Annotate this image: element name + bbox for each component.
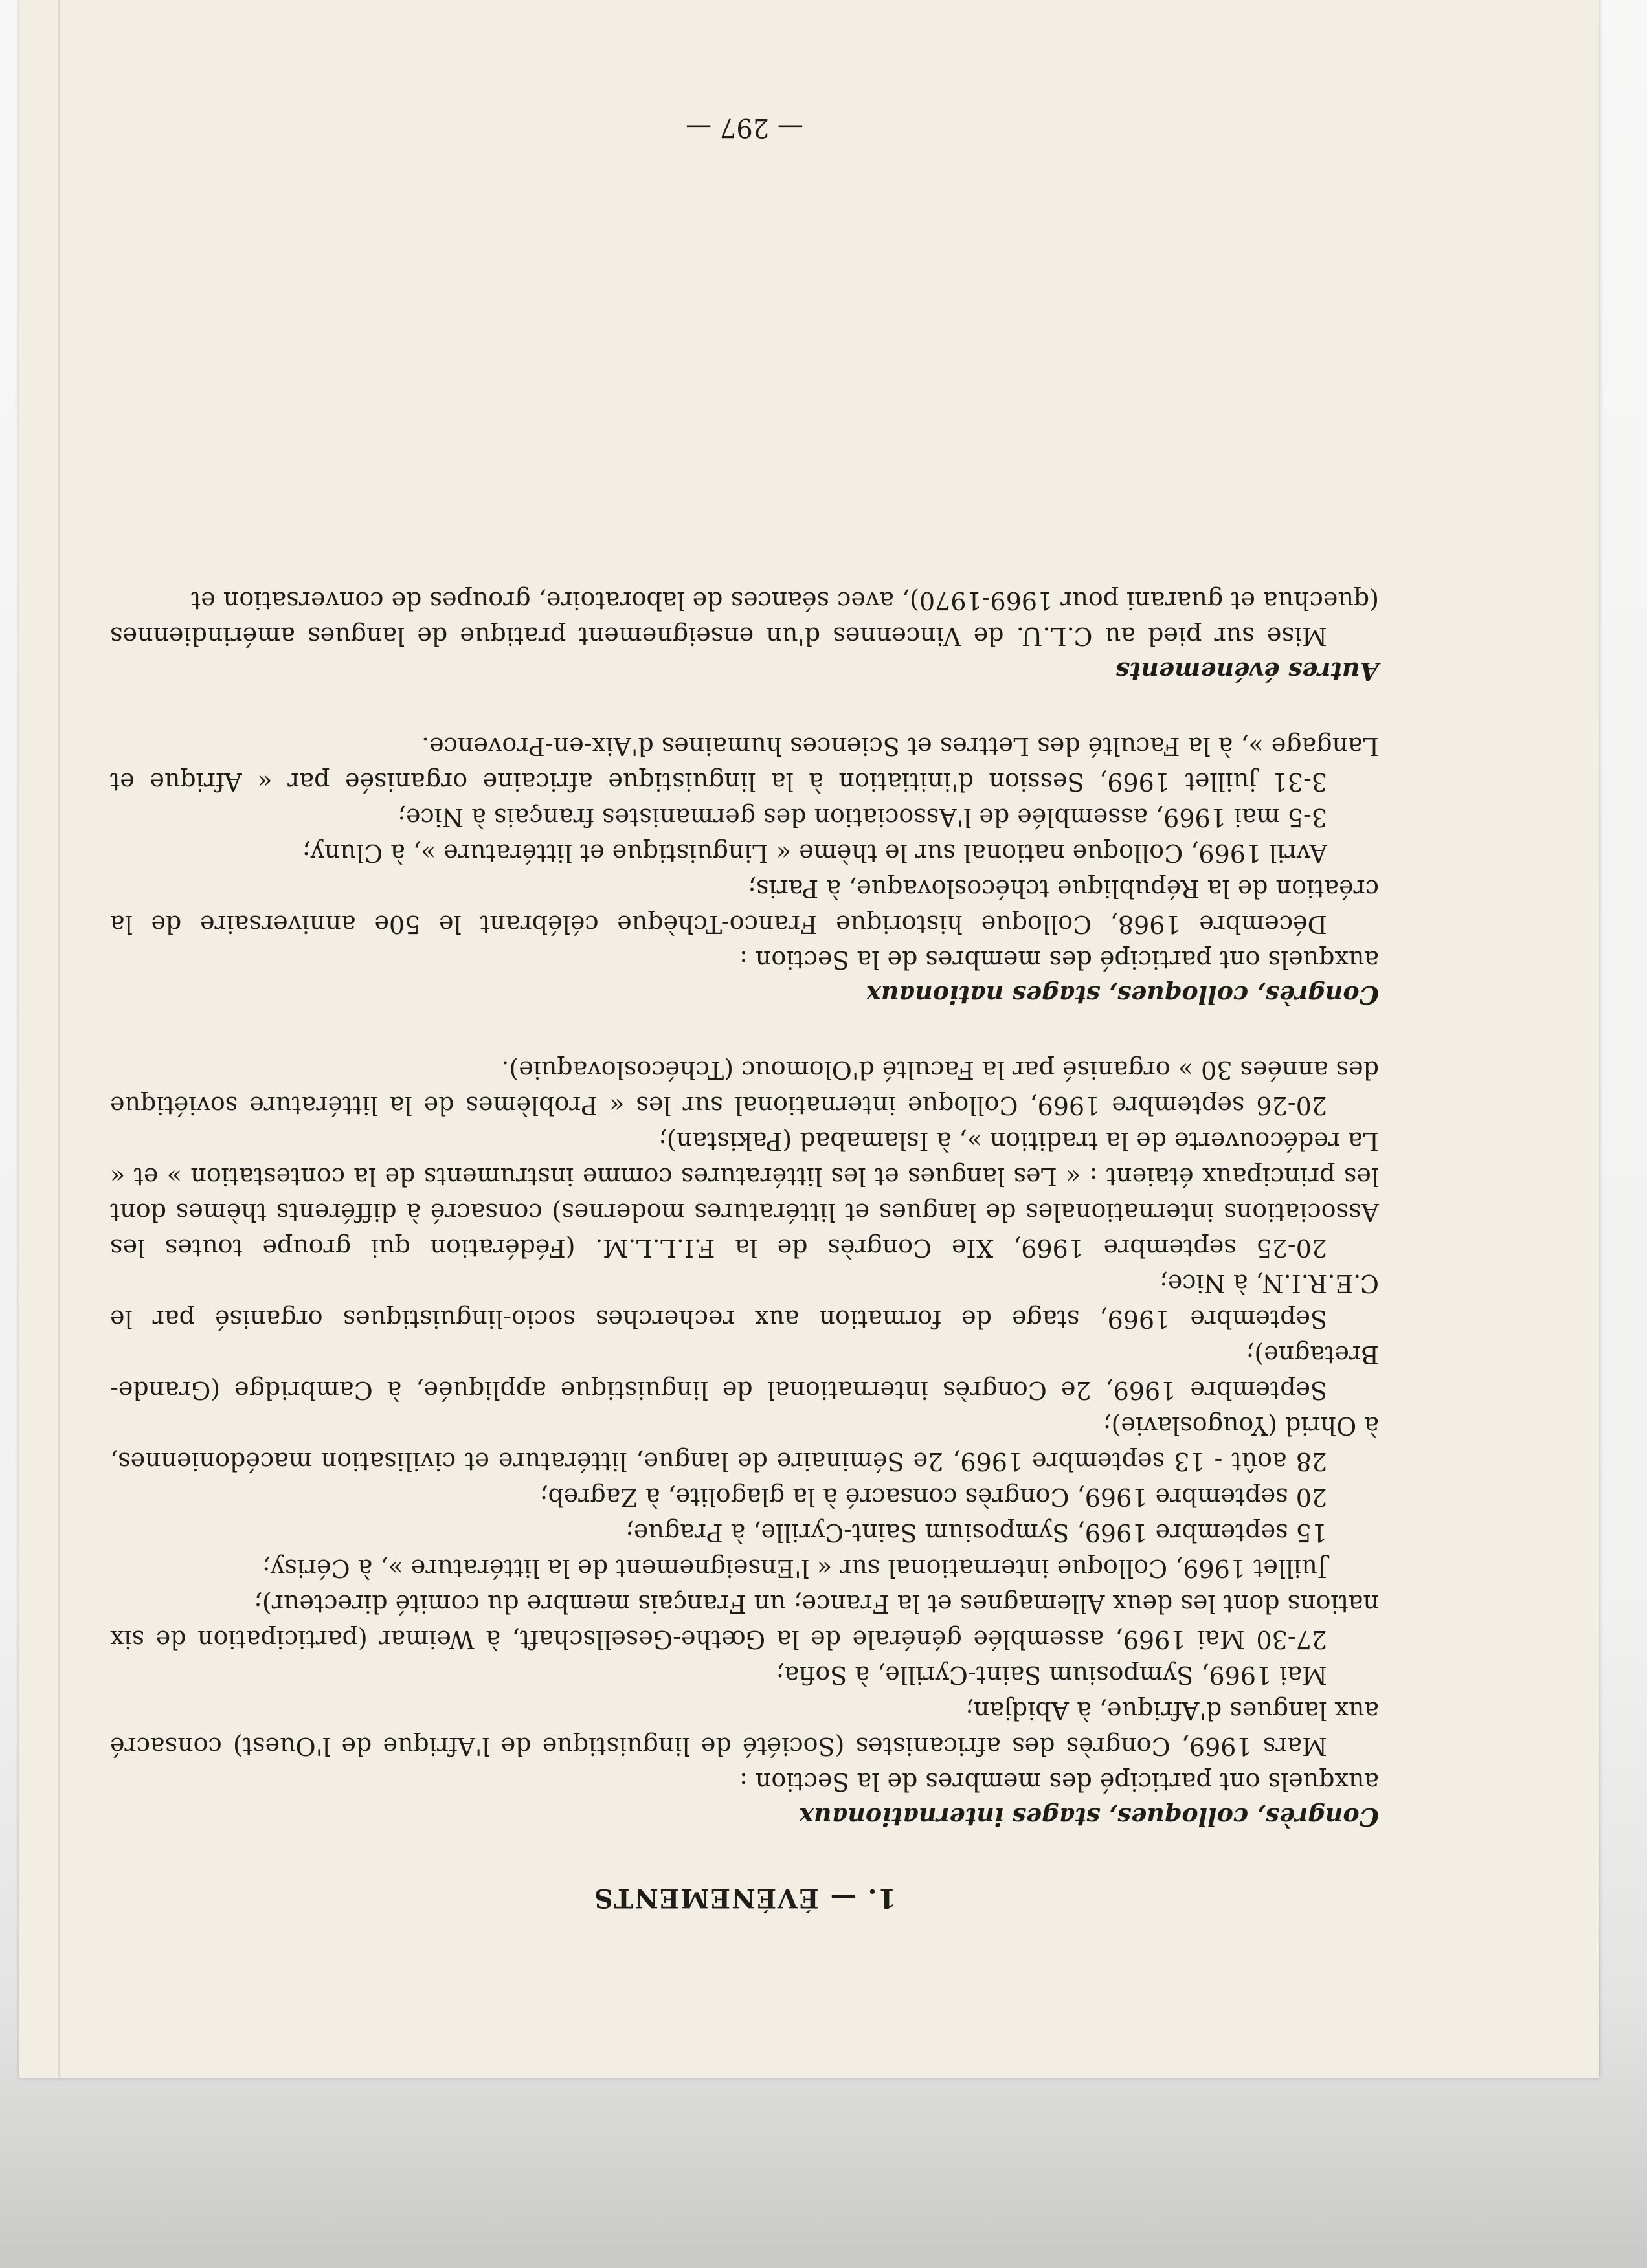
national-intro: auxquels ont participé des membres de la Section : <box>739 946 1379 974</box>
international-entry: 28 août - 13 septembre 1969, 2e Séminaire de langue, littérature et civilisation macédoniennes, à Ohrid (Yougoslavie); <box>110 1412 1379 1476</box>
international-entry: 20 septembre 1969, Congrès consacré à la glagolite, à Zagreb; <box>539 1483 1327 1511</box>
international-entry: 27-30 Mai 1969, assemblée générale de la Gœthe-Gesellschaft, à Weimar (participation de six nations dont les deux Allemagnes et la France; un Français membre du comité directeur); <box>110 1590 1379 1654</box>
national-entry: Avril 1969, Colloque national sur le thème « Linguistique et littérature », à Cluny; <box>302 839 1327 867</box>
national-entry: Décembre 1968, Colloque historique Franco-Tchèque célébrant le 50e anniversaire de la création de la République tchécoslovaque, à Paris; <box>110 874 1379 939</box>
page-number: — 297 — <box>686 113 803 142</box>
national-entry: 3-31 juillet 1969, Session d'initiation à la linguistique africaine organisée par « Afrique et Langage », à la Faculté des Lettres et Sciences humaines d'Aix-en-Provence. <box>110 732 1379 796</box>
upside-down-content <box>19 0 1599 2078</box>
scanned-page <box>19 0 1599 2078</box>
page-title: 1. — ÉVÉNEMENTS <box>592 1883 897 1913</box>
international-intro: auxquels ont participé des membres de la Section : <box>739 1768 1379 1796</box>
international-heading: Congrès, colloques, stages internationaux <box>799 1803 1379 1832</box>
other-events-heading: Autres événements <box>1115 657 1379 686</box>
international-entry: 15 septembre 1969, Symposium Saint-Cyrille, à Prague; <box>625 1518 1327 1547</box>
international-entry: 20-25 septembre 1969, XIe Congrès de la F.I.L.L.M. (Fédération qui groupe toutes les Associations internationales de langues et littératures modernes) consacré à différents thèmes dont les principaux étaient : « Les langues et les littératures comme instruments de la contestation » et « La redécouverte de la tradition », à Islamabad (Pakistan); <box>110 1127 1379 1262</box>
other-events-entry: Mise sur pied au C.L.U. de Vincennes d'un enseignement pratique de langues amérindiennes (quechua et guarani pour 1969-1970), avec séances de laboratoire, groupes de conversation et <box>110 586 1379 650</box>
international-entry: Juillet 1969, Colloque international sur « l'Enseignement de la littérature », à Cérisy; <box>262 1554 1327 1583</box>
international-entry: Mai 1969, Symposium Saint-Cyrille, à Sofia; <box>776 1661 1327 1689</box>
page-body <box>110 583 1379 1916</box>
international-entry: Septembre 1969, stage de formation aux recherches socio-linguistiques organisé par le C.E.R.I.N, à Nice; <box>110 1269 1379 1333</box>
international-entry: 20-26 septembre 1969, Colloque international sur les « Problèmes de la littérature soviétique des années 30 » organisé par la Faculté d'Olomouc (Tchécoslovaquie). <box>110 1056 1379 1120</box>
national-entry: 3-5 mai 1969, assemblée de l'Association des germanistes français à Nice; <box>398 803 1327 832</box>
international-entry: Septembre 1969, 2e Congrès international de linguistique appliquée, à Cambridge (Grande-Bretagne); <box>110 1340 1379 1405</box>
national-heading: Congrès, colloques, stages nationaux <box>866 981 1379 1010</box>
international-entry: Mars 1969, Congrès des africanistes (Société de linguistique de l'Afrique de l'Ouest) consacré aux langues d'Afrique, à Abidjan; <box>110 1696 1379 1761</box>
